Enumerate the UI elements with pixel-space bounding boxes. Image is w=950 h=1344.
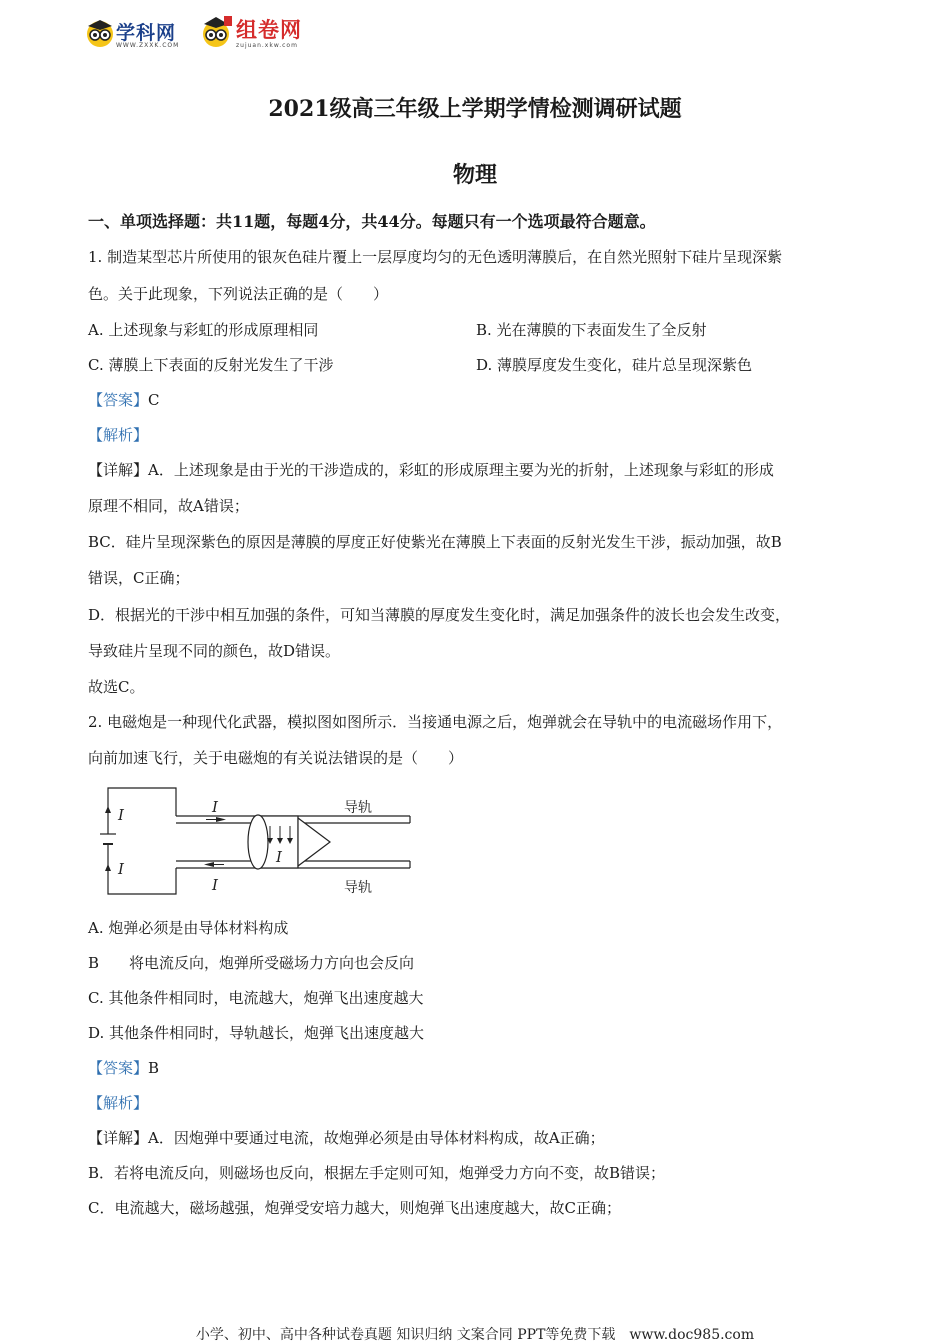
q1-detail-line3: BC．硅片呈现深紫色的原因是薄膜的厚度正好使紫光在薄膜上下表面的反射光发生干涉，振动加强，故B — [88, 533, 782, 551]
q1-conclusion: 故选C。 — [88, 678, 145, 696]
detail-text: A．因炮弹中要通过电流，故炮弹必须是由导体材料构成，故A正确； — [148, 1129, 605, 1147]
q2-option-d: D. 其他条件相同时，导轨越长，炮弹飞出速度越大 — [88, 1024, 425, 1042]
rail-label-bottom: 导轨 — [344, 880, 372, 896]
zujuanwang-logo — [200, 12, 314, 52]
q1-answer — [88, 390, 160, 410]
answer-tag: 【答案】 — [88, 391, 149, 409]
logo1-name: 学科网 — [116, 22, 177, 44]
q1-stem-line2: 色。关于此现象，下列说法正确的是（ ） — [88, 285, 389, 303]
logo2-name: 组卷网 — [236, 18, 302, 42]
page-footer: 小学、初中、高中各种试卷真题 知识归纳 文案合同 PPT等免费下载 www.doc985.com — [195, 1327, 755, 1343]
detail-text: A．上述现象是由于光的干涉造成的，彩虹的形成原理主要为光的折射，上述现象与彩虹的形成 — [148, 461, 774, 479]
q1-detail-line4: 错误，C正确； — [88, 569, 190, 587]
owl-mascot-icon — [200, 14, 234, 50]
q1-option-c: C. 薄膜上下表面的反射光发生了干涉 — [88, 356, 334, 374]
q1-detail-line1 — [88, 460, 774, 480]
current-label-3: I — [212, 798, 218, 816]
q2-option-b: B 将电流反向，炮弹所受磁场力方向也会反向 — [88, 954, 415, 972]
logo1-url: WWW.ZXXK.COM — [116, 42, 180, 49]
subject-title: 物理 — [452, 162, 497, 188]
q2-detail-line1 — [88, 1128, 605, 1148]
q1-detail-line2: 原理不相同，故A错误； — [88, 497, 249, 515]
q1-detail-line5: D．根据光的干涉中相互加强的条件，可知当薄膜的厚度发生变化时，满足加强条件的波长也会发生改变， — [88, 606, 791, 624]
q2-answer — [88, 1058, 159, 1078]
answer-value: C — [148, 391, 160, 409]
answer-value: B — [148, 1059, 160, 1077]
logo2-url: zujuan.xkw.com — [236, 42, 298, 49]
current-label-1: I — [118, 806, 124, 824]
answer-tag: 【答案】 — [88, 1059, 149, 1077]
current-label-4: I — [212, 876, 218, 894]
q2-stem-line2: 向前加速飞行，关于电磁炮的有关说法错误的是（ ） — [88, 749, 464, 767]
detail-tag: 【详解】 — [88, 461, 149, 479]
q1-option-b: B. 光在薄膜的下表面发生了全反射 — [476, 321, 707, 339]
q2-detail-line3: C．电流越大，磁场越强，炮弹受安培力越大，则炮弹飞出速度越大，故C正确； — [88, 1199, 621, 1217]
q2-stem-line1: 2. 电磁炮是一种现代化武器，模拟图如图所示．当接通电源之后，炮弹就会在导轨中的电流磁场作用下， — [88, 713, 783, 731]
railgun-diagram — [90, 782, 420, 902]
current-label-5: I — [276, 848, 282, 866]
q2-option-c: C. 其他条件相同时，电流越大，炮弹飞出速度越大 — [88, 989, 424, 1007]
q2-detail-line2: B．若将电流反向，则磁场也反向，根据左手定则可知，炮弹受力方向不变，故B错误； — [88, 1164, 666, 1182]
detail-tag: 【详解】 — [88, 1129, 149, 1147]
q2-option-a: A. 炮弹必须是由导体材料构成 — [88, 919, 289, 937]
q1-option-a: A. 上述现象与彩虹的形成原理相同 — [88, 321, 319, 339]
rail-label-top: 导轨 — [344, 800, 372, 816]
section-heading: 一、单项选择题：共11题，每题4分，共44分。每题只有一个选项最符合题意。 — [88, 212, 656, 231]
q1-detail-line6: 导致硅片呈现不同的颜色，故D错误。 — [88, 642, 341, 660]
q1-stem-line1: 1. 制造某型芯片所使用的银灰色硅片覆上一层厚度均匀的无色透明薄膜后，在自然光照射下硅片呈现深紫 — [88, 248, 783, 266]
owl-mascot-icon — [86, 18, 114, 48]
exam-title: 2021级高三年级上学期学情检测调研试题 — [268, 96, 682, 122]
current-label-2: I — [118, 860, 124, 878]
q1-analysis-tag: 【解析】 — [88, 426, 149, 444]
q2-analysis-tag: 【解析】 — [88, 1094, 149, 1112]
q1-option-d: D. 薄膜厚度发生变化，硅片总呈现深紫色 — [476, 356, 753, 374]
xuekewang-logo — [86, 16, 194, 50]
